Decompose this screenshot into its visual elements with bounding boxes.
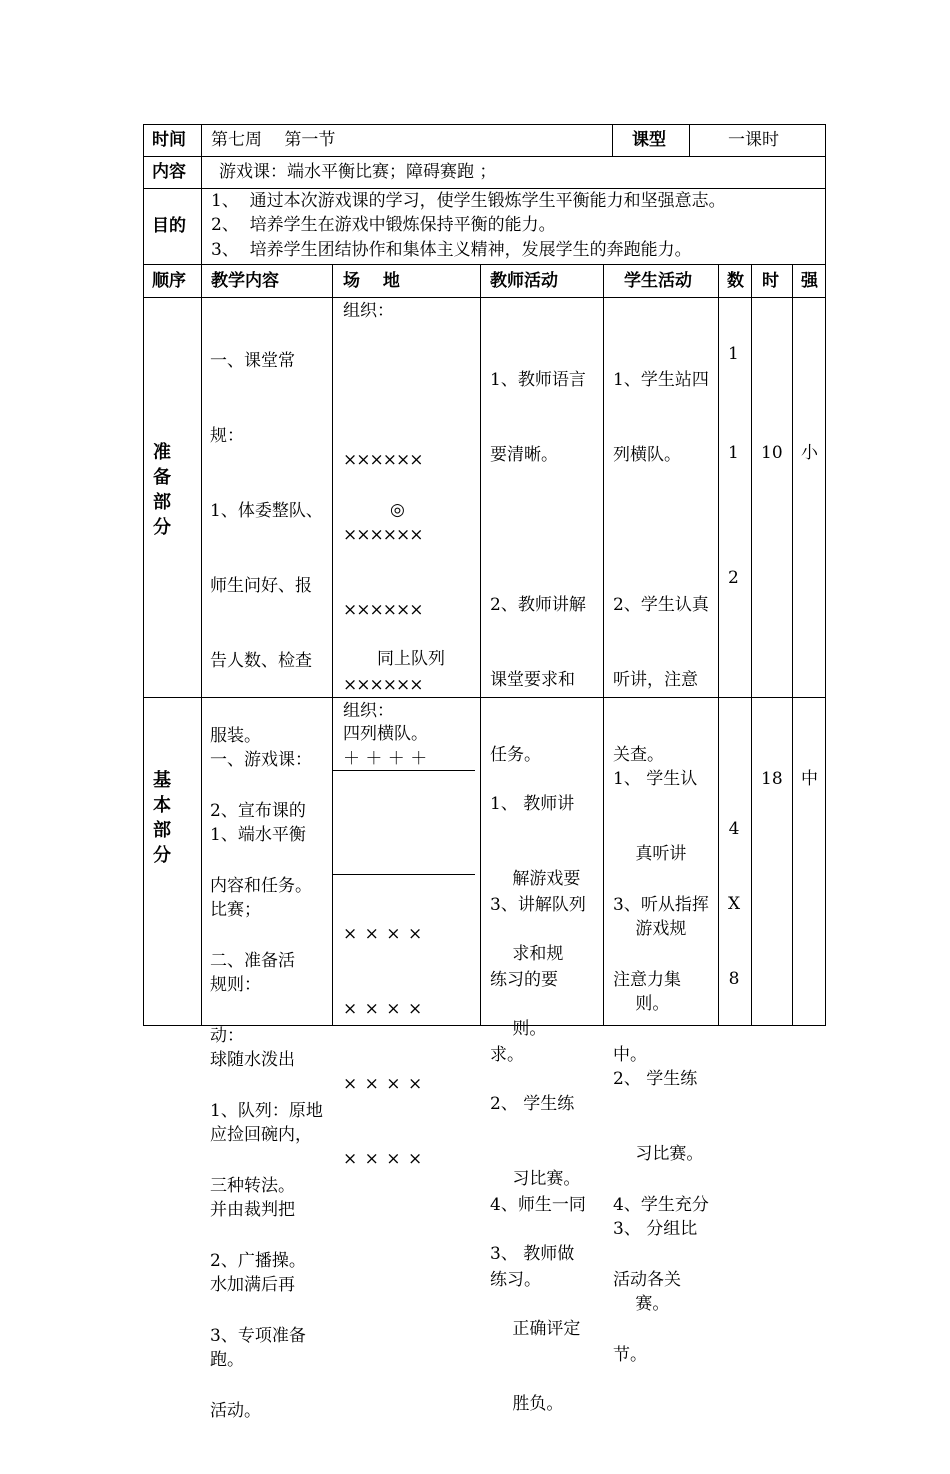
formation-row: × × × × [343, 999, 423, 1019]
student-line: 中。 [613, 1045, 647, 1065]
formation-row: ×××××× [343, 600, 423, 620]
table-divider [751, 264, 752, 1026]
content-line: 1、队列：原地 [210, 1101, 323, 1121]
teacher-line: 要清晰。 [490, 445, 558, 465]
table-border-left [143, 124, 144, 1026]
student-line: 游戏规 [613, 919, 687, 939]
prep-label-char: 分 [153, 517, 171, 538]
table-divider [689, 124, 690, 156]
lesson-type-label: 课型 [632, 130, 666, 150]
formation-row: × × × × [343, 1149, 423, 1169]
student-line: 3、听从指挥 [613, 895, 709, 915]
teacher-line: 4、师生一同 [490, 1195, 586, 1215]
student-line: 2、学生认真 [613, 595, 709, 615]
main-time: 18 [761, 769, 783, 789]
teacher-line: 求。 [490, 1045, 524, 1065]
content-line: 跑。 [210, 1350, 244, 1370]
student-line: 听讲，注意 [613, 670, 698, 690]
prep-time: 10 [761, 443, 783, 463]
table-divider [480, 264, 481, 1026]
prep-label-char: 准 [153, 442, 171, 463]
content-line: 3、专项准备 [210, 1326, 306, 1346]
content-line: 水加满后再 [210, 1275, 295, 1295]
content-line: 内容和任务。 [210, 876, 312, 896]
content-line: 规则： [210, 975, 261, 995]
prep-intensity: 小 [801, 443, 818, 463]
count-char: X [727, 894, 741, 914]
count-char: 8 [728, 969, 740, 989]
spacer [613, 518, 709, 543]
teacher-position-icon: ◎ [390, 500, 405, 520]
spacer [490, 518, 586, 543]
main-student-activity [613, 717, 703, 1367]
table-divider [612, 124, 613, 156]
table-divider [603, 264, 604, 1026]
teacher-line: 2、教师讲解 [490, 595, 586, 615]
col-venue: 场 地 [343, 271, 400, 291]
time-value: 第七周 第一节 [211, 130, 336, 150]
teacher-line: 课堂要求和 [490, 670, 575, 690]
student-line: 真听讲 [613, 844, 687, 864]
formation-row: ×××××× [343, 675, 423, 695]
formation-row: ×××××× [343, 450, 423, 470]
lesson-type-value: 一课时 [728, 130, 779, 150]
content-line: 一、游戏课： [210, 750, 312, 770]
content-line: 应捡回碗内， [210, 1125, 312, 1145]
student-line: 1、学生站四 [613, 370, 709, 390]
prep-venue-org: 组织： [343, 301, 394, 321]
main-intensity: 中 [801, 769, 818, 789]
teacher-line: 3、讲解队列 [490, 895, 586, 915]
student-line: 则。 [613, 994, 670, 1014]
student-line: 习比赛。 [613, 1144, 704, 1164]
content-line: 活动。 [210, 1401, 261, 1421]
prep-count: 2 [728, 568, 739, 588]
teacher-line: 练习的要 [490, 970, 558, 990]
student-line: 3、 分组比 [613, 1219, 698, 1239]
content-line: 动： [210, 1026, 244, 1046]
table-border-right [825, 124, 826, 1026]
prep-label-char: 部 [153, 492, 171, 513]
main-count [722, 767, 746, 1042]
main-label-char: 本 [153, 795, 171, 816]
teacher-line: 则。 [490, 1019, 547, 1039]
student-line: 2、 学生练 [613, 1069, 698, 1089]
teacher-line: 2、 学生练 [490, 1094, 575, 1114]
content-line: 1、端水平衡 [210, 825, 306, 845]
main-venue-formation [343, 872, 422, 1222]
col-time: 时 [762, 271, 779, 291]
student-line: 注意力集 [613, 970, 681, 990]
table-divider [143, 156, 826, 157]
prep-count: 1 [728, 344, 739, 364]
teacher-line: 1、教师语言 [490, 370, 586, 390]
venue-note-line: 四列横队。 [343, 724, 428, 744]
student-line: 活动各关 [613, 1270, 681, 1290]
content-line: 师生问好、报 [210, 576, 312, 596]
purpose-line: 1、 通过本次游戏课的学习，使学生锻炼学生平衡能力和坚强意志。 [211, 191, 726, 211]
content-line: 一、课堂常 [210, 351, 295, 371]
student-line: 节。 [613, 1345, 647, 1365]
content-line: 告人数、检查 [210, 651, 312, 671]
col-order: 顺序 [152, 271, 186, 291]
table-divider [143, 297, 826, 298]
content-line: 服装。 [210, 726, 261, 746]
teacher-line: 3、 教师做 [490, 1244, 575, 1264]
prep-label [150, 440, 174, 540]
table-divider [332, 264, 333, 1026]
prep-count: 1 [728, 443, 739, 463]
main-teacher-activity [490, 742, 580, 1467]
student-line: 关查。 [613, 745, 664, 765]
table-divider [143, 264, 826, 265]
main-label-char: 分 [153, 845, 171, 866]
col-teacher-activity: 教师活动 [490, 271, 558, 291]
content-line: 球随水泼出 [210, 1050, 295, 1070]
main-venue-markers: ＋ ＋ ＋ ＋ [343, 749, 428, 769]
teacher-line: 1、 教师讲 [490, 794, 575, 814]
main-label [150, 768, 174, 868]
student-line: 列横队。 [613, 445, 681, 465]
table-divider [792, 264, 793, 1026]
content-line: 并由裁判把 [210, 1200, 295, 1220]
main-label-char: 基 [153, 770, 171, 791]
teacher-line: 解游戏要 [490, 869, 581, 889]
col-count: 数 [727, 271, 744, 291]
content-line: 1、体委整队、 [210, 501, 323, 521]
content-line: 规： [210, 426, 244, 446]
table-divider [718, 264, 719, 1026]
count-char: 4 [728, 819, 740, 839]
purpose-label: 目的 [152, 216, 186, 236]
content-line: 2、广播操。 [210, 1251, 306, 1271]
content-line: 比赛； [210, 900, 261, 920]
col-student-activity: 学生活动 [624, 271, 692, 291]
teacher-line: 习比赛。 [490, 1169, 581, 1189]
content-line: 二、准备活 [210, 951, 295, 971]
venue-note-line: 同上队列 [343, 649, 445, 669]
content-line: 2、宣布课的 [210, 801, 306, 821]
formation-row: × × × × [343, 924, 423, 944]
student-line: 4、学生充分 [613, 1195, 709, 1215]
teacher-line: 求和规 [490, 944, 564, 964]
main-label-char: 部 [153, 820, 171, 841]
formation-row: ×××××× [343, 525, 423, 545]
student-line: 1、 学生认 [613, 769, 698, 789]
main-teaching-content [210, 698, 312, 1423]
table-border-top [143, 124, 826, 125]
teacher-line: 练习。 [490, 1270, 541, 1290]
col-teaching-content: 教学内容 [211, 271, 279, 291]
content-value: 游戏课：端水平衡比赛；障碍赛跑 ； [219, 162, 497, 182]
col-intensity: 强 [801, 271, 818, 291]
purpose-line: 2、 培养学生在游戏中锻炼保持平衡的能力。 [211, 215, 556, 235]
content-line: 三种转法。 [210, 1176, 295, 1196]
formation-row: × × × × [343, 1074, 423, 1094]
content-label: 内容 [152, 162, 186, 182]
teacher-line: 胜负。 [490, 1394, 564, 1414]
purpose-line: 3、 培养学生团结协作和集体主义精神，发展学生的奔跑能力。 [211, 240, 692, 260]
prep-label-char: 备 [153, 467, 171, 488]
teacher-line: 正确评定 [490, 1319, 581, 1339]
table-divider [201, 124, 202, 1026]
student-line: 赛。 [613, 1294, 670, 1314]
time-label: 时间 [152, 130, 186, 150]
teacher-line: 任务。 [490, 745, 541, 765]
start-line [333, 770, 475, 771]
main-venue-org: 组织： [343, 701, 394, 721]
